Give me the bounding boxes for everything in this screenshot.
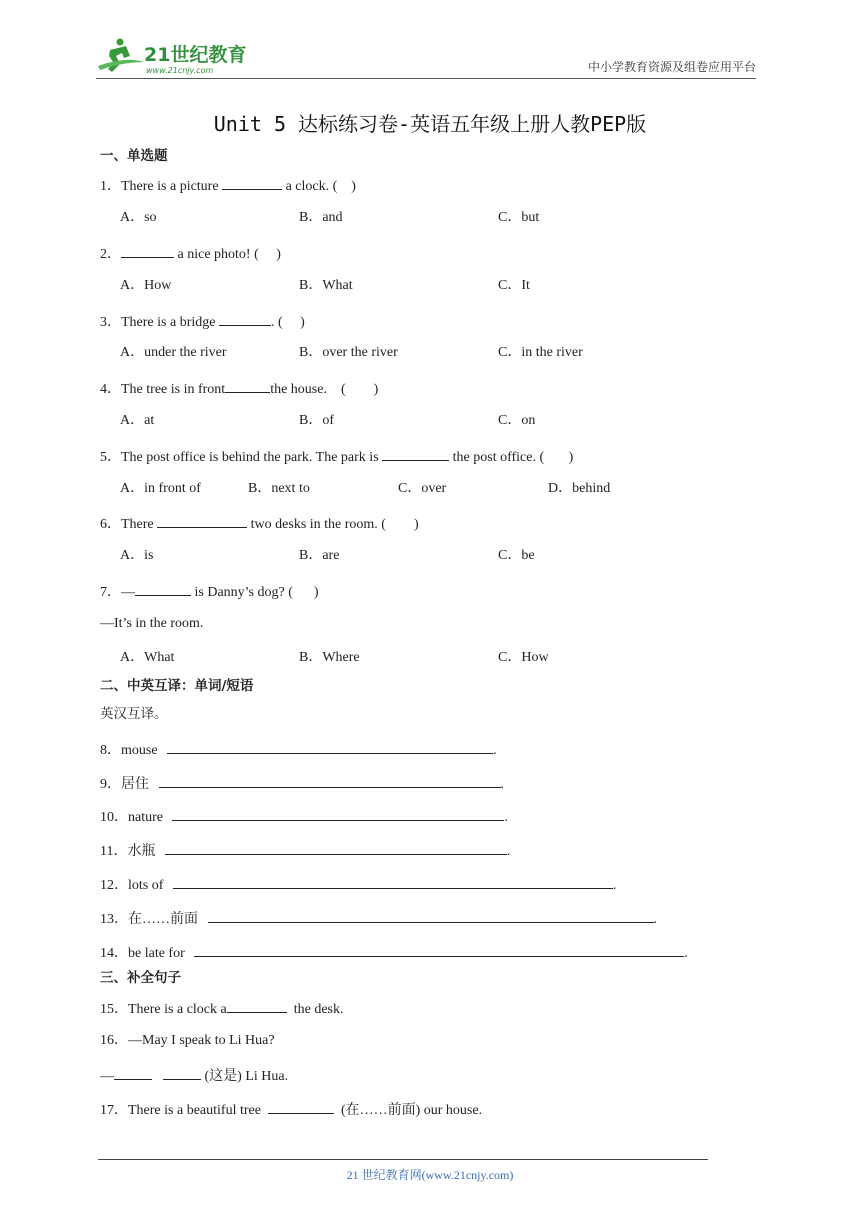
option-a: A．How — [120, 278, 172, 293]
translate-item-13: 13．在……前面 . — [100, 908, 657, 929]
option-b: B．and — [299, 210, 343, 225]
svg-text:www.21cnjy.com: www.21cnjy.com — [146, 66, 214, 75]
platform-slogan: 中小学教育资源及组卷应用平台 — [587, 60, 756, 74]
option-c: C．over — [398, 481, 447, 496]
translate-item-9: 9．居住 . — [100, 773, 504, 794]
option-c: C．on — [498, 413, 536, 428]
svg-text:21世纪教育: 21世纪教育 — [144, 44, 247, 66]
question-7: 7．— is Danny’s dog? ( ) — [100, 581, 319, 602]
translate-item-12: 12．lots of . — [100, 874, 616, 895]
footer-link[interactable]: 21 世纪教育网(www.21cnjy.com) — [346, 1168, 514, 1182]
option-c: C．How — [498, 650, 549, 665]
section-title: 三、补全句子 — [100, 970, 181, 986]
option-b: B．of — [299, 413, 334, 428]
option-a: A．so — [120, 210, 157, 225]
option-b: B．Where — [299, 650, 360, 665]
site-logo — [96, 36, 266, 76]
question-4: 4．The tree is in front the house. ( ) — [100, 378, 378, 399]
option-c: C．be — [498, 548, 535, 563]
section-instruction: 英汉互译。 — [100, 706, 168, 722]
option-b: B．over the river — [299, 345, 398, 360]
option-b: B．are — [299, 548, 340, 563]
question-5: 5．The post office is behind the park. The park is the post office. ( ) — [100, 446, 573, 467]
option-c: C．in the river — [498, 345, 583, 360]
option-c: C．It — [498, 278, 530, 293]
complete-item-16: 16．—May I speak to Li Hua? — [100, 1033, 275, 1048]
complete-item-15: 15．There is a clock a the desk. — [100, 998, 344, 1019]
section-title: 一、单选题 — [100, 148, 168, 164]
option-a: A．under the river — [120, 345, 227, 360]
option-b: B．next to — [248, 481, 310, 496]
page-title: Unit 5 达标练习卷-英语五年级上册人教PEP版 — [213, 112, 647, 136]
translate-item-11: 11．水瓶 . — [100, 840, 510, 861]
option-a: A．in front of — [120, 481, 201, 496]
section-title: 二、中英互译：单词/短语 — [100, 678, 254, 694]
translate-item-14: 14．be late for . — [100, 942, 688, 963]
complete-item-17: 17．There is a beautiful tree (在……前面) our house. — [100, 1099, 482, 1120]
option-a: A．at — [120, 413, 155, 428]
option-b: B．What — [299, 278, 353, 293]
question-3: 3．There is a bridge . ( ) — [100, 311, 305, 332]
option-a: A．is — [120, 548, 154, 563]
question-2: 2． a nice photo! ( ) — [100, 243, 281, 264]
question-6: 6．There two desks in the room. ( ) — [100, 513, 419, 534]
translate-item-10: 10．nature . — [100, 806, 508, 827]
question-1: 1．There is a picture a clock. ( ) — [100, 175, 356, 196]
option-a: A．What — [120, 650, 175, 665]
footer-divider — [98, 1159, 708, 1160]
option-c: C．but — [498, 210, 540, 225]
page-header — [96, 36, 756, 79]
complete-item-16-answer: — (这是) Li Hua. — [100, 1065, 288, 1086]
question-7-reply: —It’s in the room. — [100, 616, 204, 631]
translate-item-8: 8．mouse . — [100, 739, 497, 760]
option-d: D．behind — [548, 481, 611, 496]
